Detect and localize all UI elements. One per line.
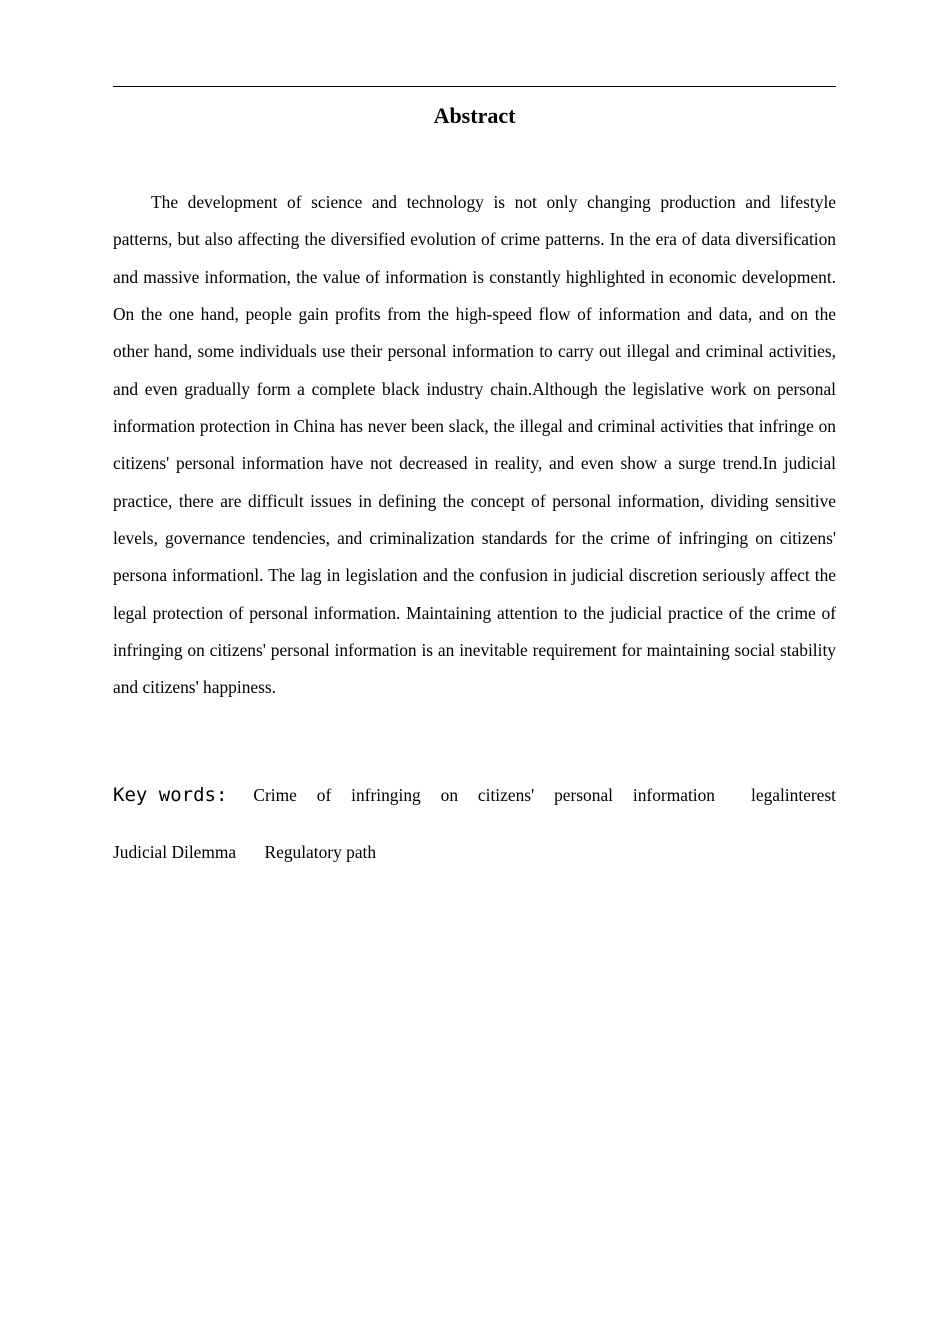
header-rule	[113, 86, 836, 87]
keywords-line-continued	[113, 834, 836, 870]
abstract-paragraph: The development of science and technology is not only changing production and lifestyle patterns, but also affecting the diversified evolution of crime patterns. In the era of data diversification and massive information, the value of information is constantly highlighted in economic development. On the one hand, people gain profits from the high-speed flow of information and data, and on the other hand, some individuals use their personal information to carry out illegal and criminal activities, and even gradually form a complete black industry chain.Although the legislative work on personal information protection in China has never been slack, the illegal and criminal activities that infringe on citizens' personal information have not decreased in reality, and even show a surge trend.In judicial practice, there are difficult issues in defining the concept of personal information, dividing sensitive levels, governance tendencies, and criminalization standards for the crime of infringing on citizens' persona informationl. The lag in legislation and the confusion in judicial discretion seriously affect the legal protection of personal information. Maintaining attention to the judicial practice of the crime of infringing on citizens' personal information is an inevitable requirement for maintaining social stability and citizens' happiness.	[113, 192, 836, 698]
abstract-title: Abstract	[433, 103, 516, 128]
keyword-item: Crime of infringing on citizens' personal information	[253, 785, 716, 805]
keyword-item: Regulatory path	[264, 842, 377, 862]
keyword-item: Judicial Dilemma	[113, 842, 237, 862]
keywords-label: Key words:	[113, 784, 228, 806]
keywords-line	[113, 784, 836, 820]
keyword-item: legalinterest	[751, 785, 836, 805]
